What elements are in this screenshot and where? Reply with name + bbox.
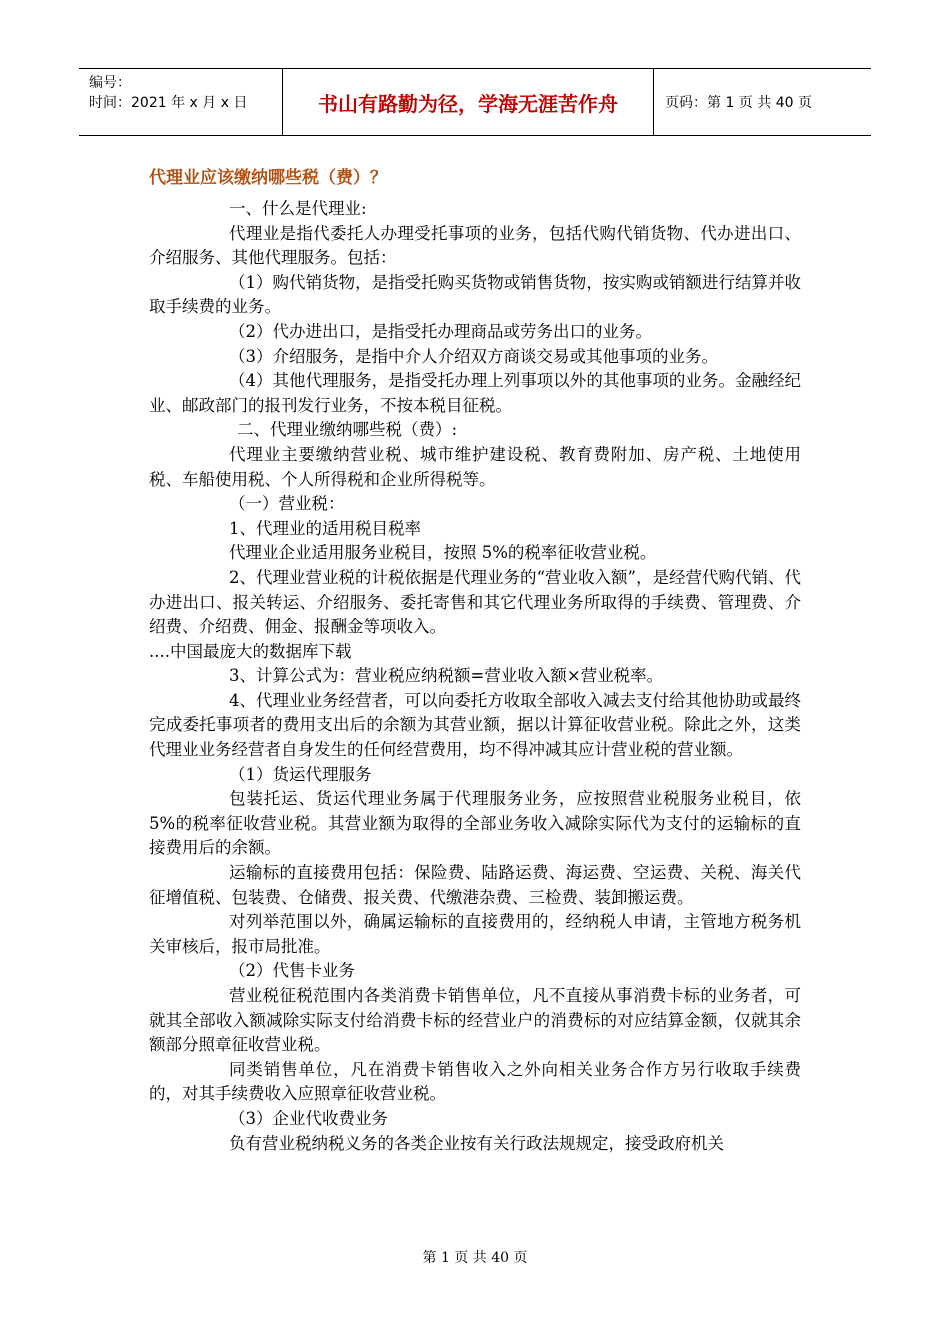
subsection-heading: （3）企业代收费业务 — [229, 1108, 388, 1128]
subsection-heading: （1）货运代理服务 — [229, 764, 372, 784]
paragraph: 代理业主要缴纳营业税、城市维护建设税、教育费附加、房产税、土地使用税、车船使用税、个人所得税和企业所得税等。 — [149, 444, 801, 489]
subsection-heading: （一）营业税： — [229, 494, 345, 514]
paragraph: 代理业企业适用服务业税目，按照 5%的税率征收营业税。 — [229, 543, 657, 563]
paragraph: 包装托运、货运代理业务属于代理服务业务，应按照营业税服务业税目，依 5%的税率征收营业税。其营业额为取得的全部业务收入减除实际代为支付的运输标的直接费用后的余额。 — [149, 789, 801, 858]
paragraph: （2）代办进出口，是指受托办理商品或劳务出口的业务。 — [229, 321, 652, 341]
header-page-info: 页码：第 1 页 共 40 页 — [665, 95, 812, 111]
document-title: 代理业应该缴纳哪些税（费）？ — [149, 168, 387, 188]
section-heading: 一、什么是代理业: — [229, 199, 367, 218]
doc-number-label: 编号： — [89, 75, 131, 91]
paragraph: （4）其他代理服务，是指受托办理上列事项以外的其他事项的业务。金融经纪业、邮政部门的报刊发行业务，不按本税目征税。 — [149, 371, 801, 415]
header-meta — [89, 73, 247, 113]
paragraph: 营业税征税范围内各类消费卡销售单位，凡不直接从事消费卡标的业务者，可就其全部收入额减除实际支付给消费卡标的经营业户的消费标的对应结算金额，仅就其余额部分照章征收营业税。 — [149, 986, 801, 1055]
paragraph: （1）购代销货物，是指受托购买货物或销售货物，按实购或销额进行结算并收取手续费的业务。 — [149, 272, 801, 317]
paragraph: 代理业是指代委托人办理受托事项的业务，包括代购代销货物、代办进出口、介绍服务、其他代理服务。包括： — [149, 223, 801, 268]
paragraph: 3、计算公式为：营业税应纳税额=营业收入额×营业税率。 — [229, 666, 664, 686]
header-motto: 书山有路勤为径，学海无涯苦作舟 — [318, 91, 618, 116]
section-heading: 二、代理业缴纳哪些税（费）: — [237, 420, 458, 440]
paragraph: 负有营业税纳税义务的各类企业按有关行政法规规定，接受政府机关 — [229, 1133, 724, 1153]
paragraph: 4、代理业业务经营者，可以向委托方收取全部收入减去支付给其他协助或最终完成委托事项者的费用支出后的余额为其营业额，据以计算征收营业税。除此之外，这类代理业业务经营者自身发生的任何经营费用，均不得冲减其应计营业税的营业额。 — [149, 690, 801, 760]
paragraph: （3）介绍服务，是指中介人介绍双方商谈交易或其他事项的业务。 — [229, 346, 718, 366]
doc-date: 时间：2021 年 x 月 x 日 — [89, 95, 248, 111]
paragraph: 对列举范围以外，确属运输标的直接费用的，经纳税人申请，主管地方税务机关审核后，报市局批准。 — [149, 912, 801, 956]
document-body — [149, 197, 801, 1156]
header-divider — [653, 69, 654, 135]
subsection-heading: （2）代售卡业务 — [229, 961, 355, 981]
paragraph: 同类销售单位，凡在消费卡销售收入之外向相关业务合作方另行收取手续费的，对其手续费收入应照章征收营业税。 — [149, 1059, 801, 1104]
paragraph: 2、代理业营业税的计税依据是代理业务的“营业收入额”，是经营代购代销、代办进出口、报关转运、介绍服务、委托寄售和其它代理业务所取得的手续费、管理费、介绍费、介绍费、佣金、报酬金等项收入。 — [149, 567, 801, 637]
watermark-line: ....中国最庞大的数据库下载 — [149, 641, 352, 661]
paragraph: 运输标的直接费用包括：保险费、陆路运费、海运费、空运费、关税、海关代征增值税、包装费、仓储费、报关费、代缴港杂费、三检费、装卸搬运费。 — [149, 863, 801, 907]
page-header — [79, 68, 871, 136]
paragraph: 1、代理业的适用税目税率 — [229, 518, 421, 538]
page-footer: 第 1 页 共 40 页 — [422, 1250, 528, 1266]
